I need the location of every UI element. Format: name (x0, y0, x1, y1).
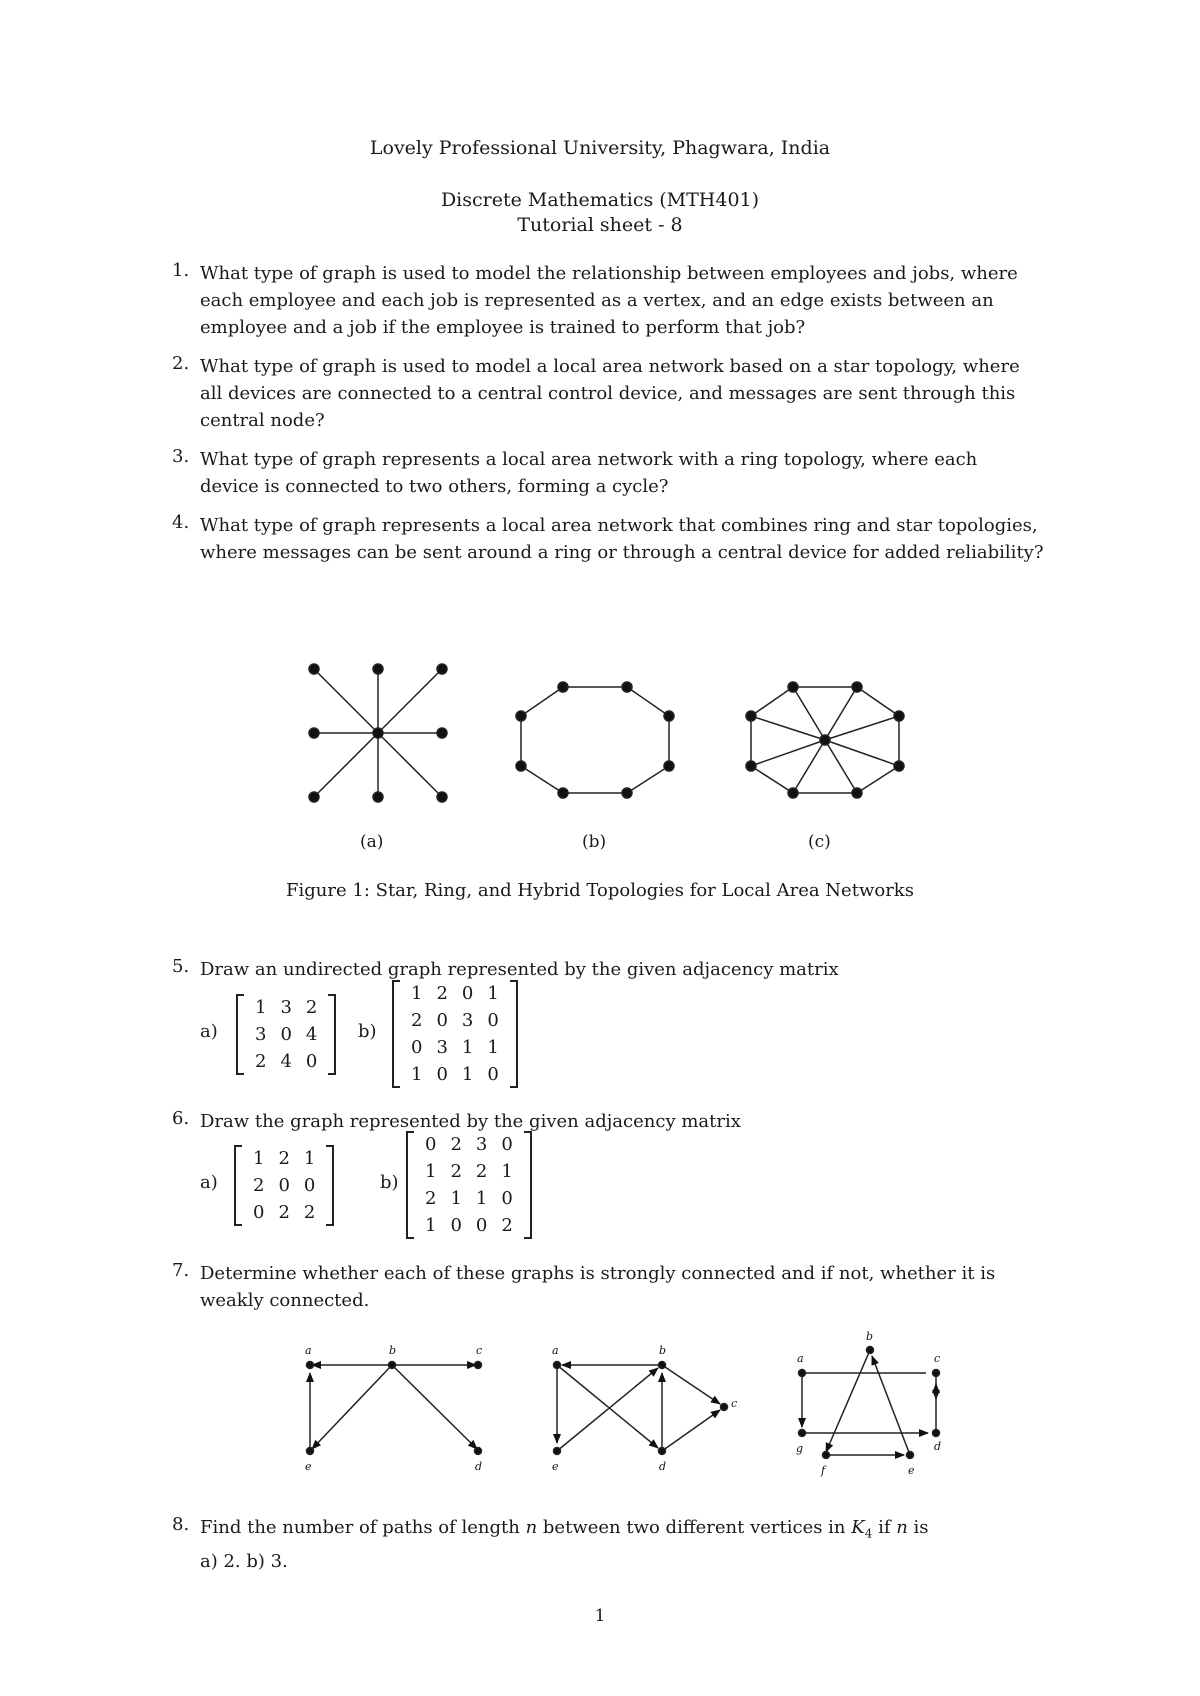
matrix-cell: 0 (501, 1134, 513, 1155)
text-line: central node? (200, 410, 325, 431)
matrix-cell: 2 (278, 1202, 290, 1223)
text-line: What type of graph represents a local area network that combines ring and star topologies, (200, 515, 1038, 536)
matrix-cell: 2 (305, 997, 318, 1018)
matrix-cell: 0 (280, 1024, 292, 1045)
vertex-label: b (389, 1344, 397, 1357)
matrix-cell: 3 (255, 1024, 267, 1045)
text-run: between two different vertices in (537, 1517, 852, 1538)
matrix-cell: 1 (425, 1215, 437, 1236)
vertex-label: e (305, 1460, 312, 1473)
vertex-label: f (821, 1464, 826, 1477)
vertex-label: a (552, 1344, 559, 1357)
vertex-label: c (476, 1344, 483, 1357)
matrix-cell: 0 (475, 1215, 488, 1236)
question-text: Draw the graph represented by the given adjacency matrix (200, 1111, 741, 1132)
matrix-cell: 0 (411, 1037, 423, 1058)
matrix-cell: 2 (450, 1161, 462, 1182)
matrix-cell: 3 (436, 1037, 448, 1058)
matrix-cell: 2 (436, 983, 448, 1004)
question-number: 5. (172, 956, 190, 977)
matrix-cell: 1 (461, 1064, 474, 1085)
matrix-cell: 1 (461, 1037, 474, 1058)
question-number: 7. (172, 1260, 190, 1281)
math-variable: n (896, 1517, 908, 1538)
text-line: device is connected to two others, forming a cycle? (200, 476, 669, 497)
text-line: all devices are connected to a central control device, and messages are sent through this (200, 383, 1016, 404)
question-number: 8. (172, 1514, 190, 1535)
matrix-cell: 3 (475, 1134, 488, 1155)
matrix-cell: 2 (411, 1010, 423, 1031)
text-line: What type of graph represents a local area network with a ring topology, where each (200, 449, 978, 470)
figure-label-b: (b) (582, 832, 607, 852)
matrix-cell: 0 (450, 1215, 462, 1236)
text-line: a) 2. b) 3. (200, 1550, 288, 1572)
matrix-cell: 1 (501, 1161, 513, 1182)
text-line: where messages can be sent around a ring or through a central device for added reliability? (200, 542, 1044, 563)
figure-label-a: (a) (360, 832, 384, 852)
math-subscript: 4 (864, 1526, 873, 1541)
matrix-cell: 0 (487, 1010, 499, 1031)
vertex-label: d (934, 1440, 942, 1453)
text-run: Find the number of paths of length (200, 1517, 526, 1538)
vertex-label: c (934, 1352, 941, 1365)
matrix-cell: 1 (450, 1188, 462, 1209)
question-number: 1. (172, 260, 190, 281)
math-variable: n (525, 1517, 538, 1538)
matrix-cell: 0 (436, 1064, 448, 1085)
vertex-label: d (659, 1460, 667, 1473)
text-run: is (907, 1517, 929, 1538)
vertex-label: b (659, 1344, 667, 1357)
matrix-cell: 1 (255, 997, 267, 1018)
vertex-label: b (866, 1330, 874, 1343)
course-title: Discrete Mathematics (MTH401) (440, 189, 760, 211)
matrix-cell: 4 (280, 1051, 292, 1072)
text-run: if (872, 1517, 897, 1538)
question-text (200, 1514, 1058, 1575)
digraph-3 (796, 1330, 941, 1477)
matrix-cell: 2 (475, 1161, 488, 1182)
matrix-cell: 2 (501, 1215, 513, 1236)
matrix-cell: 1 (303, 1148, 316, 1169)
text-line: each employee and each job is represented as a vertex, and an edge exists between an (200, 290, 994, 311)
matrix-cell: 2 (278, 1148, 290, 1169)
matrix-cell: 0 (278, 1175, 290, 1196)
vertex-label: e (552, 1460, 559, 1473)
text-line: employee and a job if the employee is trained to perform that job? (200, 317, 806, 338)
matrix-cell: 2 (253, 1175, 265, 1196)
vertex-label: a (797, 1352, 804, 1365)
matrix-cell: 2 (255, 1051, 267, 1072)
digraph-2 (552, 1344, 737, 1473)
matrix-cell: 0 (425, 1134, 437, 1155)
question-number: 6. (172, 1108, 190, 1129)
text-line: What type of graph is used to model the relationship between employees and jobs, where (200, 263, 1018, 284)
text-line: Determine whether each of these graphs is strongly connected and if not, whether it is (200, 1263, 996, 1284)
vertex-label: a (305, 1344, 312, 1357)
matrix-cell: 1 (411, 983, 423, 1004)
question-text: Draw an undirected graph represented by the given adjacency matrix (200, 959, 839, 980)
text-line: What type of graph is used to model a local area network based on a star topology, where (200, 356, 1020, 377)
question-number: 3. (172, 446, 190, 467)
question-number: 2. (172, 353, 190, 374)
figure-1-caption: Figure 1: Star, Ring, and Hybrid Topologies for Local Area Networks (286, 880, 914, 901)
vertex-label: e (908, 1464, 915, 1477)
digraph-1 (305, 1344, 482, 1473)
vertex-label: c (731, 1397, 738, 1410)
figure-label-c: (c) (808, 832, 831, 852)
matrix-label-a: a) (200, 1021, 218, 1042)
matrix-cell: 1 (487, 983, 499, 1004)
matrix-cell: 2 (425, 1188, 437, 1209)
math-variable: K (851, 1517, 865, 1538)
sheet-title: Tutorial sheet - 8 (517, 214, 683, 236)
matrix-label-b: b) (380, 1172, 399, 1193)
matrix-cell: 3 (280, 997, 292, 1018)
matrix-cell: 0 (303, 1175, 316, 1196)
matrix-cell: 2 (303, 1202, 316, 1223)
matrix-cell: 0 (487, 1064, 499, 1085)
matrix-cell: 0 (436, 1010, 448, 1031)
matrix-cell: 2 (450, 1134, 462, 1155)
matrix-cell: 1 (411, 1064, 423, 1085)
matrix-cell: 0 (501, 1188, 513, 1209)
matrix-label-b: b) (358, 1021, 377, 1042)
text-line: weakly connected. (200, 1290, 370, 1311)
question-number: 4. (172, 512, 190, 533)
matrix-cell: 4 (305, 1024, 318, 1045)
matrix-cell: 1 (425, 1161, 437, 1182)
text-line (200, 1514, 1058, 1548)
page-number: 1 (594, 1606, 606, 1626)
matrix-cell: 1 (475, 1188, 488, 1209)
matrix-cell: 1 (253, 1148, 265, 1169)
matrix-label-a: a) (200, 1172, 218, 1193)
matrix-cell: 0 (253, 1202, 265, 1223)
vertex-label: g (796, 1442, 804, 1455)
matrix-cell: 0 (461, 983, 474, 1004)
vertex-label: d (475, 1460, 483, 1473)
matrix-cell: 1 (487, 1037, 499, 1058)
matrix-cell: 0 (305, 1051, 318, 1072)
matrix-cell: 3 (461, 1010, 474, 1031)
university-title: Lovely Professional University, Phagwara, India (369, 137, 831, 159)
